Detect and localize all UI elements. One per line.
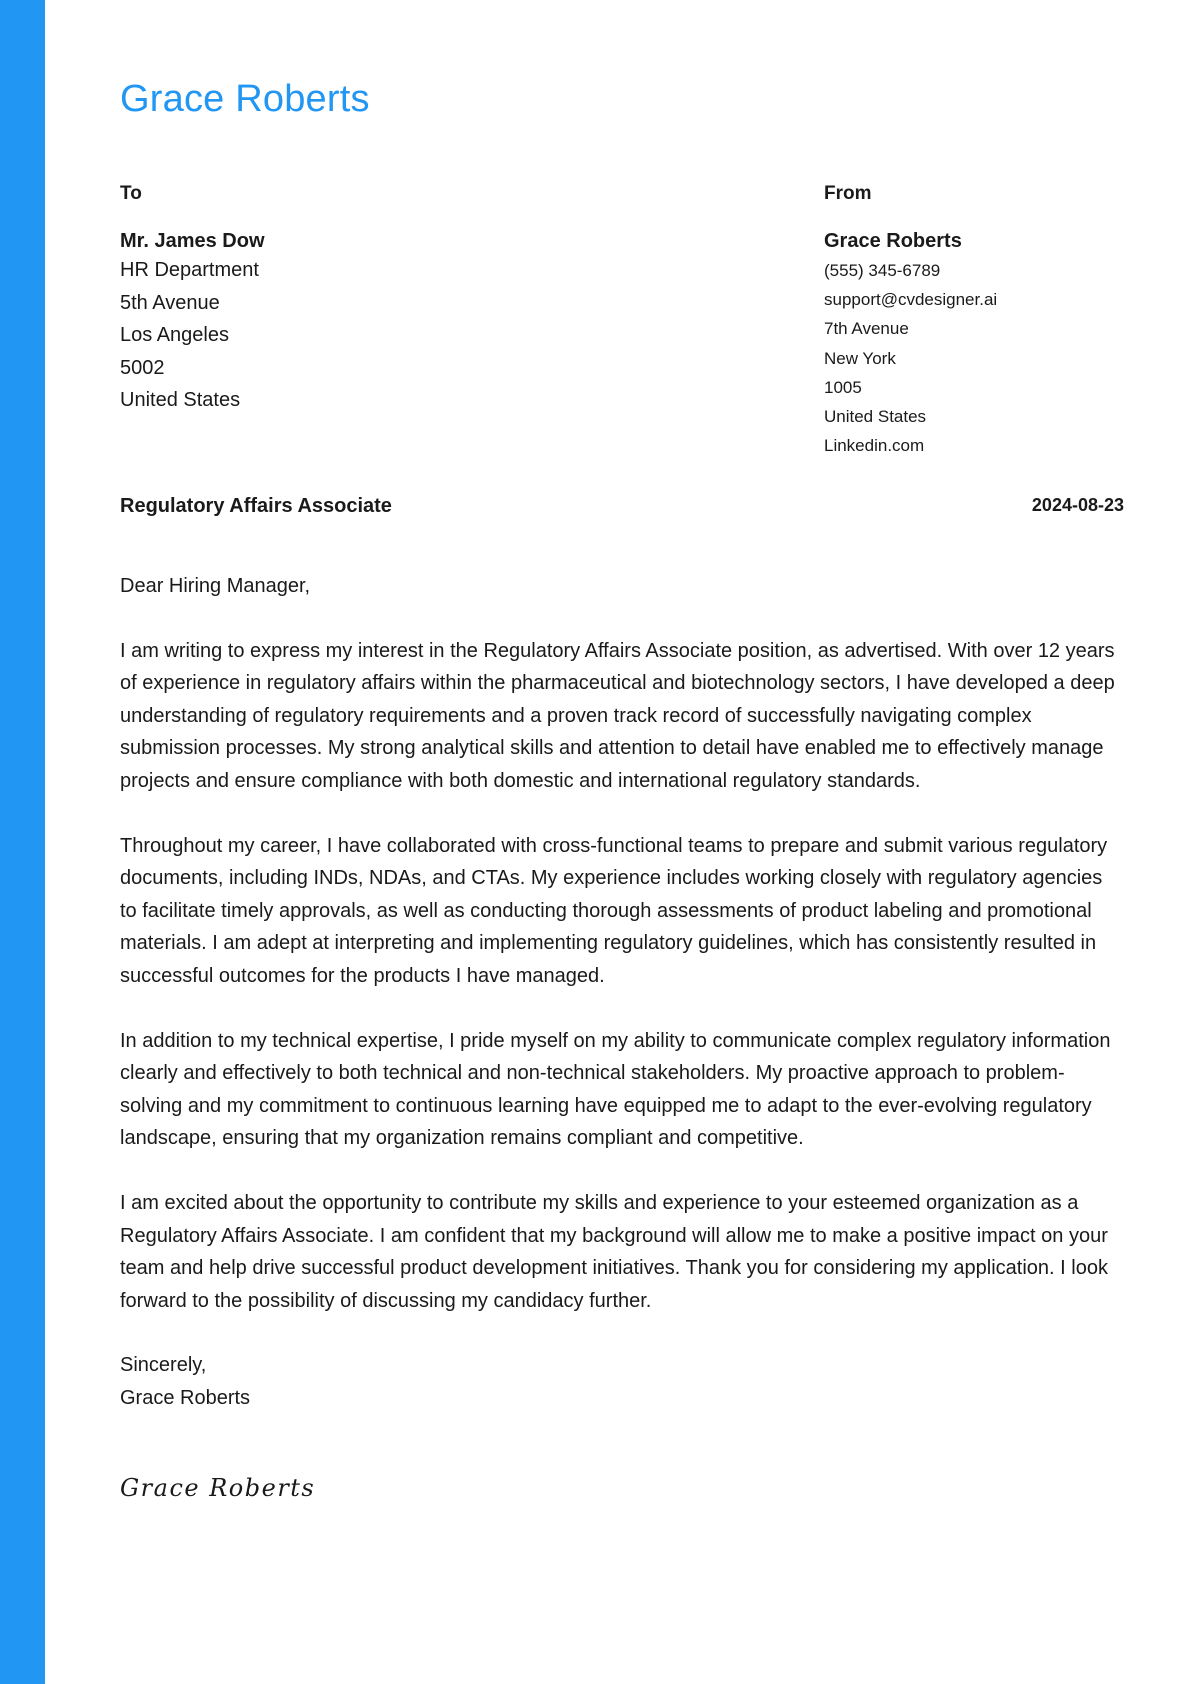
- accent-sidebar-bar: [0, 0, 45, 1684]
- recipient-block: [120, 182, 520, 417]
- recipient-department: HR Department: [120, 259, 259, 281]
- signature-text: Grace Roberts: [120, 1474, 316, 1502]
- recipient-name: Mr. James Dow: [120, 230, 265, 252]
- recipient-postal-code: 5002: [120, 356, 165, 379]
- sender-city: New York: [824, 348, 896, 368]
- letter-date: 2024-08-23: [1031, 495, 1124, 515]
- letter-closing: Sincerely,: [120, 1354, 207, 1377]
- letter-paragraph-4: I am excited about the opportunity to contribute my skills and experience to your esteemed organization as a Regulatory Affairs Associate. I am confident that my background will allow me to make a positive impact on your team and help drive successful product development initiatives. Thank you for considering my application. I look forward to the possibility of discussing my candidacy further.: [120, 1191, 1108, 1312]
- subject-row: [120, 495, 1124, 523]
- letter-paragraph-1: I am writing to express my interest in the Regulatory Affairs Associate position, as advertised. With over 12 years of experience in regulatory affairs within the pharmaceutical and biotechnology sectors, I have developed a deep understanding of regulatory requirements and a proven track record of successfully navigating complex submission processes. My strong analytical skills and attention to detail have enabled me to effectively manage projects and ensure compliance with both domestic and international regulatory standards.: [120, 639, 1115, 792]
- sender-name: Grace Roberts: [824, 230, 962, 252]
- sender-label: From: [824, 183, 872, 204]
- recipient-label: To: [120, 183, 142, 204]
- letter-body: [120, 570, 1124, 1414]
- applicant-name-heading: Grace Roberts: [120, 78, 370, 120]
- recipient-street: 5th Avenue: [120, 291, 220, 314]
- letter-subject: Regulatory Affairs Associate: [120, 495, 392, 517]
- letter-closing-name: Grace Roberts: [120, 1386, 251, 1409]
- letter-paragraph-2: Throughout my career, I have collaborated with cross-functional teams to prepare and submit various regulatory documents, including INDs, NDAs, and CTAs. My experience includes working closely with regulatory agencies to facilitate timely approvals, as well as conducting thorough assessments of product labeling and promotional materials. I am adept at interpreting and implementing regulatory guidelines, which has consistently resulted in successful outcomes for the products I have managed.: [120, 834, 1108, 987]
- sender-linkedin: Linkedin.com: [824, 436, 925, 456]
- sender-postal-code: 1005: [824, 377, 862, 397]
- recipient-city: Los Angeles: [120, 324, 229, 346]
- sender-phone: (555) 345-6789: [824, 261, 941, 280]
- letter-paragraph-3: In addition to my technical expertise, I pride myself on my ability to communicate complex regulatory information clearly and effectively to both technical and non-technical stakeholders. My proactive approach to problem-solving and my commitment to continuous learning have equipped me to adapt to the ever-evolving regulatory landscape, ensuring that my organization remains compliant and competitive.: [120, 1029, 1111, 1150]
- handwritten-signature: [120, 1468, 420, 1508]
- sender-block: [824, 182, 1124, 460]
- sender-email: support@cvdesigner.ai: [824, 290, 998, 310]
- letter-greeting: Dear Hiring Manager,: [120, 575, 311, 597]
- recipient-country: United States: [120, 389, 241, 411]
- sender-country: United States: [824, 407, 927, 427]
- sender-street: 7th Avenue: [824, 319, 909, 339]
